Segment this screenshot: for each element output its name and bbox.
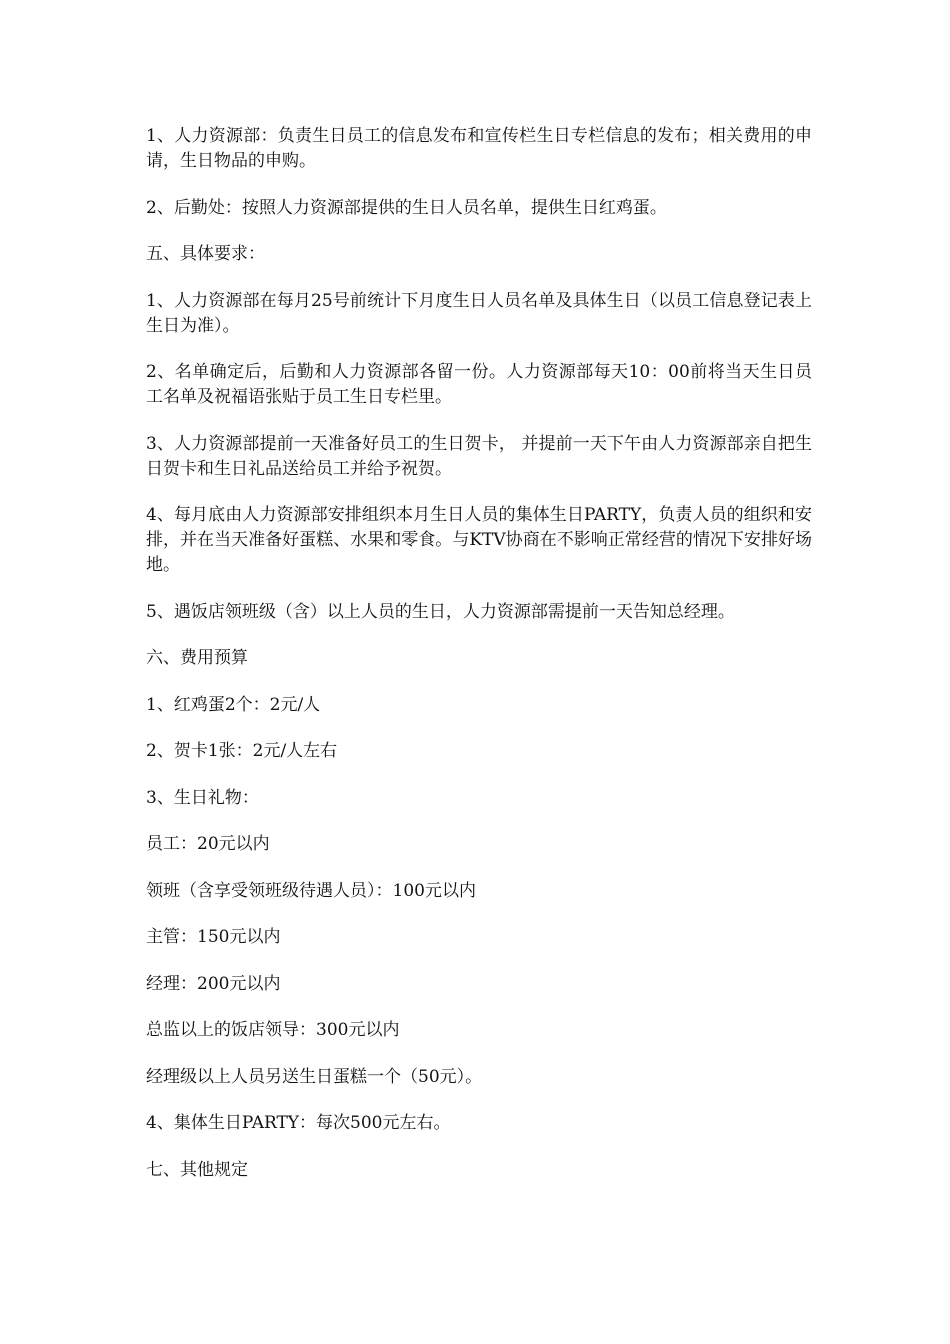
paragraph-requirement-4: 4、每月底由人力资源部安排组织本月生日人员的集体生日PARTY，负责人员的组织和安排，并在当天准备好蛋糕、水果和零食。与KTV协商在不影响正常经营的情况下安排好场地。 [146,505,812,575]
gift-cake-note: 经理级以上人员另送生日蛋糕一个（50元）。 [146,1066,483,1087]
document-page [146,124,812,1204]
paragraph-requirement-3: 3、人力资源部提前一天准备好员工的生日贺卡， 并提前一天下午由人力资源部亲自把生日贺卡和生日礼品送给员工并给予祝贺。 [146,433,812,479]
section-heading-other-rules: 七、其他规定 [146,1159,248,1180]
gift-level-manager: 经理：200元以内 [146,973,281,994]
budget-item-card: 2、贺卡1张：2元/人左右 [146,741,338,761]
paragraph-requirement-1: 1、人力资源部在每月25号前统计下月度生日人员名单及具体生日（以员工信息登记表上生日为准）。 [146,290,812,336]
paragraph-responsibility-logistics: 2、后勤处：按照人力资源部提供的生日人员名单，提供生日红鸡蛋。 [146,197,667,218]
budget-item-eggs: 1、红鸡蛋2个：2元/人 [146,694,321,715]
gift-level-supervisor: 主管：150元以内 [146,927,281,947]
gift-level-staff: 员工：20元以内 [146,834,270,854]
paragraph-responsibility-hr: 1、人力资源部：负责生日员工的信息发布和宣传栏生日专栏信息的发布；相关费用的申请，生日物品的申购。 [146,126,812,171]
gift-level-foreman: 领班（含享受领班级待遇人员）：100元以内 [146,880,476,901]
budget-item-party: 4、集体生日PARTY：每次500元左右。 [146,1113,451,1133]
paragraph-requirement-2: 2、名单确定后，后勤和人力资源部各留一份。人力资源部每天10：00前将当天生日员工名单及祝福语张贴于员工生日专栏里。 [146,362,812,407]
paragraph-requirement-5: 5、遇饭店领班级（含）以上人员的生日，人力资源部需提前一天告知总经理。 [146,601,735,622]
gift-level-director: 总监以上的饭店领导：300元以内 [146,1020,400,1040]
section-heading-budget: 六、费用预算 [146,648,248,668]
budget-item-gift: 3、生日礼物： [146,787,259,808]
section-heading-requirements: 五、具体要求： [146,244,265,264]
